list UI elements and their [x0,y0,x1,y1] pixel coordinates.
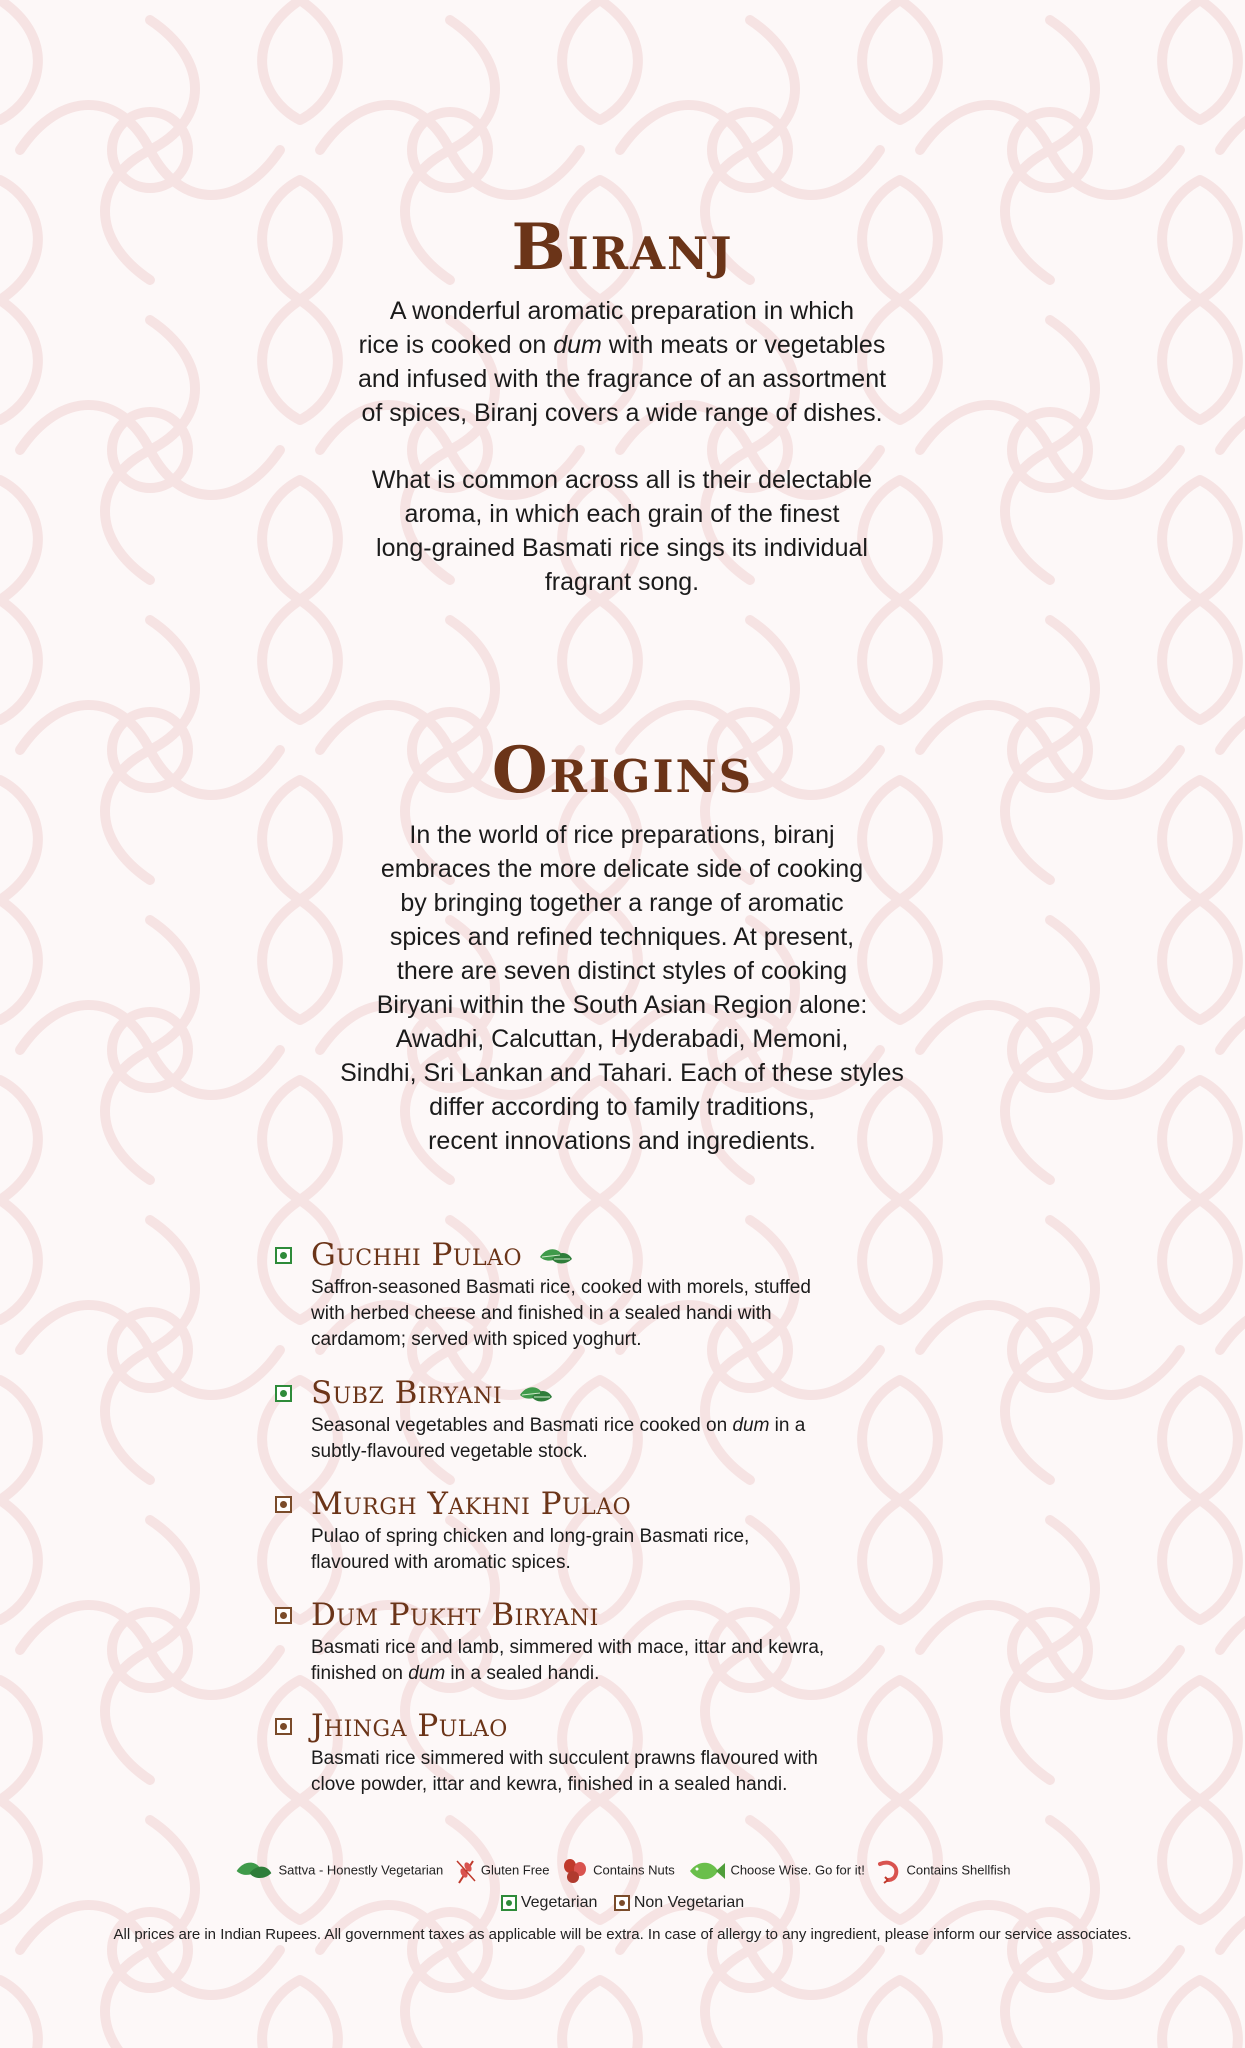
text-line: cardamom; served with spiced yoghurt. [311,1329,642,1350]
text-line: differ according to family traditions, [429,1093,815,1121]
vegetarian-icon [275,1385,292,1402]
dish-description [311,1524,891,1576]
wheat-icon [455,1857,477,1885]
text-line: flavoured with aromatic spices. [311,1552,571,1573]
text-line: fragrant song. [544,568,700,596]
legend-item-gluten-free [455,1857,550,1885]
nuts-icon [561,1857,589,1885]
dish-name [311,1708,508,1744]
dish-name [311,1375,554,1411]
legend-item-shellfish [876,1858,1010,1884]
text-line: rice is cooked on [358,331,554,359]
text-line: A wonderful aromatic preparation in which [389,297,855,325]
text-line: there are seven distinct styles of cooking [396,957,848,985]
legend-item-sattva [234,1858,443,1884]
dish-name [311,1597,599,1633]
text-line: Pulao of spring chicken and long-grain Basmati rice, [311,1526,750,1547]
text-line: In the world of rice preparations, biranj [409,821,835,849]
text-line: finished on [311,1663,409,1684]
section-title-biranj: Biranj [511,210,734,285]
dish-description [311,1413,891,1465]
shrimp-icon [876,1858,902,1884]
text-line: recent innovations and ingredients. [428,1127,816,1155]
dish-name-text: Subz Biryani [311,1375,503,1411]
origins-paragraph [302,818,942,1158]
legend-label: Vegetarian [520,1894,598,1911]
non-vegetarian-icon [275,1607,292,1624]
sattva-leaf-icon [518,1383,554,1407]
text-line: with herbed cheese and finished in a sealed handi with [311,1303,772,1324]
footer-note: All prices are in Indian Rupees. All government taxes as applicable will be extra. In case of allergy to any ingredient, please inform our service associates. [113,1926,1132,1943]
non-vegetarian-icon [275,1496,292,1513]
legend-label: Gluten Free [480,1862,550,1878]
text-line: Sindhi, Sri Lankan and Tahari. Each of these styles [340,1059,904,1087]
text-line: in a [769,1415,806,1436]
dum-emphasis: dum [732,1415,770,1436]
legend-label: Choose Wise. Go for it! [730,1862,865,1878]
text-line: of spices, Biranj covers a wide range of dishes. [361,399,883,427]
non-vegetarian-icon [614,1895,630,1911]
text-line: Saffron-seasoned Basmati rice, cooked with morels, stuffed [311,1277,811,1298]
dish-name-text: Jhinga Pulao [311,1708,508,1744]
biranj-aroma-paragraph [312,463,932,599]
text-line: long-grained Basmati rice sings its individual [376,534,868,562]
text-line: Awadhi, Calcuttan, Hyderabadi, Memoni, [395,1025,849,1053]
dish-description [311,1275,891,1353]
text-line: Biryani within the South Asian Region alone: [376,991,868,1019]
legend-label: Contains Shellfish [906,1862,1011,1878]
dish-name [311,1237,574,1273]
text-line: spices and refined techniques. At present, [389,923,855,951]
dish-description [311,1746,891,1798]
text-line: aroma, in which each grain of the finest [404,500,840,528]
dish-name [311,1486,631,1522]
non-vegetarian-icon [275,1718,292,1735]
legend-item-contains-nuts [561,1857,675,1885]
dum-emphasis: dum [553,331,602,359]
dish-description [311,1635,891,1687]
text-line: embraces the more delicate side of cooking [380,855,864,883]
icon-legend [0,1857,1245,1885]
sattva-leaf-icon [538,1245,574,1269]
section-title-origins: Origins [491,733,754,808]
text-line: What is common across all is their delectable [371,466,873,494]
legend-item-choose-wise [686,1860,864,1882]
text-line: and infused with the fragrance of an assortment [357,365,887,393]
legend-item-non-vegetarian [614,1894,744,1912]
fish-icon [686,1860,726,1882]
text-line: clove powder, ittar and kewra, finished in a sealed handi. [311,1774,788,1795]
dish-name-text: Murgh Yakhni Pulao [311,1486,632,1522]
biranj-intro-paragraph [312,294,932,430]
text-line: in a sealed handi. [445,1663,600,1684]
diet-legend [0,1894,1245,1912]
legend-label: Contains Nuts [593,1862,675,1878]
text-line: subtly-flavoured vegetable stock. [311,1441,588,1462]
text-line: Basmati rice simmered with succulent prawns flavoured with [311,1748,818,1769]
dum-emphasis: dum [408,1663,446,1684]
text-line: Seasonal vegetables and Basmati rice cooked on [311,1415,733,1436]
legend-item-vegetarian [501,1894,598,1912]
text-line: with meats or vegetables [601,331,886,359]
text-line: by bringing together a range of aromatic [400,889,844,917]
dish-name-text: Dum Pukht Biryani [311,1597,599,1633]
text-line: Basmati rice and lamb, simmered with mace, ittar and kewra, [311,1637,825,1658]
vegetarian-icon [501,1895,517,1911]
sattva-leaf-icon [234,1858,274,1884]
dish-name-text: Guchhi Pulao [311,1237,522,1273]
vegetarian-icon [275,1247,292,1264]
legend-label: Non Vegetarian [633,1894,745,1911]
legend-label: Sattva - Honestly Vegetarian [278,1862,444,1878]
